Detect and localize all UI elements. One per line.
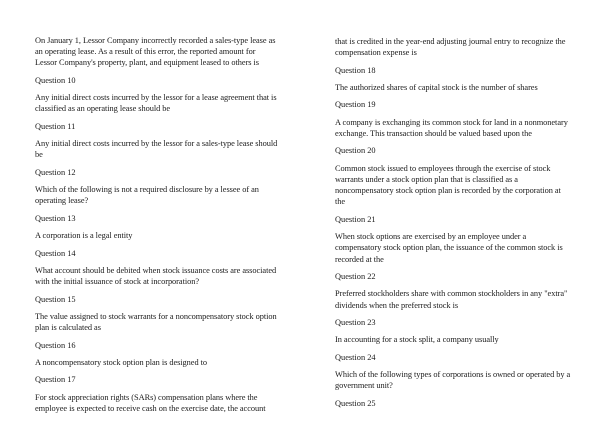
- question-13-label: Question 13: [35, 213, 76, 223]
- question-23-text: In accounting for a stock split, a company usually: [335, 335, 499, 345]
- question-9-text: On January 1, Lessor Company incorrectly recorded a sales-type lease as an operating lease. As a result of this error, the reported amount for Lessor Company's property, plant, and equipment leased to others is: [35, 36, 276, 68]
- question-24-label: Question 24: [335, 352, 376, 362]
- question-17-text: For stock appreciation rights (SARs) compensation plans where the employee is expected to receive cash on the exercise date, the account: [35, 392, 266, 413]
- question-14-text: What account should be debited when stock issuance costs are associated with the initial issuance of stock at incorporation?: [35, 265, 277, 287]
- question-12-text: Which of the following is not a required disclosure by a lessee of an operating lease?: [35, 185, 259, 206]
- question-16-text: A noncompensatory stock option plan is designed to: [35, 357, 208, 367]
- question-17-text-continued: that is credited in the year-end adjusting journal entry to recognize the compensation expense is: [335, 37, 566, 58]
- question-16-label: Question 16: [35, 340, 76, 350]
- question-11-label: Question 11: [35, 121, 76, 131]
- question-15-text: The value assigned to stock warrants for a noncompensatory stock option plan is calculated as: [35, 311, 277, 333]
- question-21-label: Question 21: [335, 214, 376, 224]
- question-24-text: Which of the following types of corporations is owned or operated by a government unit?: [335, 370, 571, 391]
- question-19-text: A company is exchanging its common stock for land in a nonmonetary exchange. This transaction should be valued based upon the: [335, 117, 568, 138]
- question-10-label: Question 10: [35, 75, 76, 85]
- question-18-text: The authorized shares of capital stock is the number of shares: [335, 82, 538, 92]
- question-11-text: Any initial direct costs incurred by the lessor for a sales-type lease should be: [35, 139, 278, 160]
- question-23-label: Question 23: [335, 317, 376, 327]
- question-18-label: Question 18: [335, 65, 376, 75]
- question-13-text: A corporation is a legal entity: [35, 231, 133, 241]
- question-17-label: Question 17: [35, 375, 76, 385]
- question-20-label: Question 20: [335, 146, 376, 156]
- question-25-label: Question 25: [335, 398, 376, 408]
- question-10-text: Any initial direct costs incurred by the lessor for a lease agreement that is classified as an operating lease should be: [35, 93, 277, 114]
- right-column: [335, 36, 571, 415]
- question-22-text: Preferred stockholders share with common stockholders in any "extra" dividends when the preferred stock is: [335, 289, 568, 310]
- question-15-label: Question 15: [35, 294, 76, 304]
- left-column: [35, 35, 279, 420]
- question-21-text: When stock options are exercised by an employee under a compensatory stock option plan, the issuance of the common stock is recorded at the: [335, 232, 563, 264]
- question-20-text: Common stock issued to employees through the exercise of stock warrants under a stock option plan that is classified as a noncompensatory stock option plan is recorded by the corporation at the: [335, 163, 561, 207]
- question-14-label: Question 14: [35, 248, 76, 258]
- question-12-label: Question 12: [35, 167, 76, 177]
- question-19-label: Question 19: [335, 100, 376, 110]
- question-22-label: Question 22: [335, 271, 376, 281]
